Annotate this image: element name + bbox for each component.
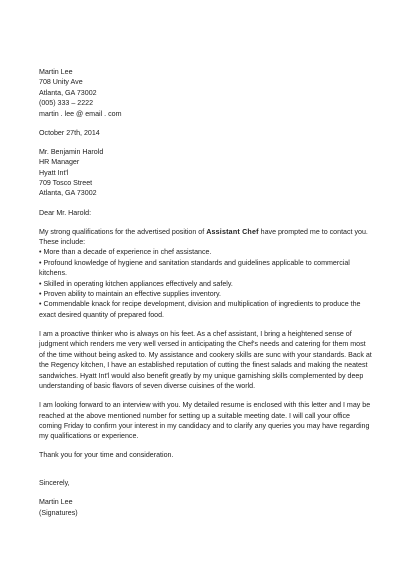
thanks-line: Thank you for your time and consideration. (39, 451, 174, 460)
recipient-name: Mr. Benjamin Harold (39, 147, 104, 156)
qualifications-list (39, 247, 373, 320)
sender-name: Martin Lee (39, 68, 73, 76)
signature-block (39, 497, 373, 518)
signoff: Sincerely, (39, 479, 70, 488)
recipient-city: Atlanta, GA 73002 (39, 189, 97, 198)
signature-note: (Signatures) (39, 508, 78, 517)
sender-address (39, 67, 373, 119)
sender-city: Atlanta, GA 73002 (39, 88, 97, 97)
recipient-company: Hyatt Int'l (39, 168, 69, 177)
list-item: • Commendable knack for recipe development, division and multiplication of ingredients to produce the exact desired quantity of prepared food. (39, 300, 361, 319)
list-item: • More than a decade of experience in chef assistance. (39, 248, 212, 257)
body-paragraph: I am a proactive thinker who is always on his feet. As a chef assistant, I bring a heightened sense of judgment which renders me very well versed in anticipating the Chef's needs and catering for them most of the time without being asked to. My assistance and cookery skills are sunc with your standards. Back at the Regency kitchen, I have an established reputation of cutting the finest salads and making the neatest sandwiches. Hyatt Int'l would also benefit greatly by my unique garnishing skills complemented by deep understanding of basic flavors of seven diverse cuisines of the world. (39, 329, 372, 390)
intro-before: My strong qualifications for the advertised position of (39, 227, 207, 236)
list-item: • Skilled in operating kitchen appliances effectively and safely. (39, 279, 233, 288)
position-title: Assistant Chef (206, 227, 259, 236)
list-item: • Proven ability to maintain an effective supplies inventory. (39, 290, 222, 299)
sender-email: martin . lee @ email . com (39, 109, 122, 118)
letter-date: October 27th, 2014 (39, 128, 100, 137)
recipient-title: HR Manager (39, 158, 80, 167)
sender-street: 708 Unity Ave (39, 78, 83, 87)
sender-phone: (005) 333 – 2222 (39, 99, 94, 108)
recipient-street: 709 Tosco Street (39, 179, 93, 188)
closing-paragraph: I am looking forward to an interview with you. My detailed resume is enclosed with this letter and I may be reached at the above mentioned number for setting up a suitable meeting date. I will call your office coming Friday to confirm your interest in my candidacy and to clarify any queries you may have regarding my qualifications or experience. (39, 401, 371, 441)
salutation: Dear Mr. Harold: (39, 208, 92, 217)
intro-after: have prompted me to contact you. These include: (39, 227, 368, 247)
intro-paragraph (39, 227, 373, 248)
signature-name: Martin Lee (39, 498, 73, 507)
recipient-address (39, 147, 373, 199)
list-item: • Profound knowledge of hygiene and sanitation standards and guidelines applicable to commercial kitchens. (39, 258, 350, 278)
